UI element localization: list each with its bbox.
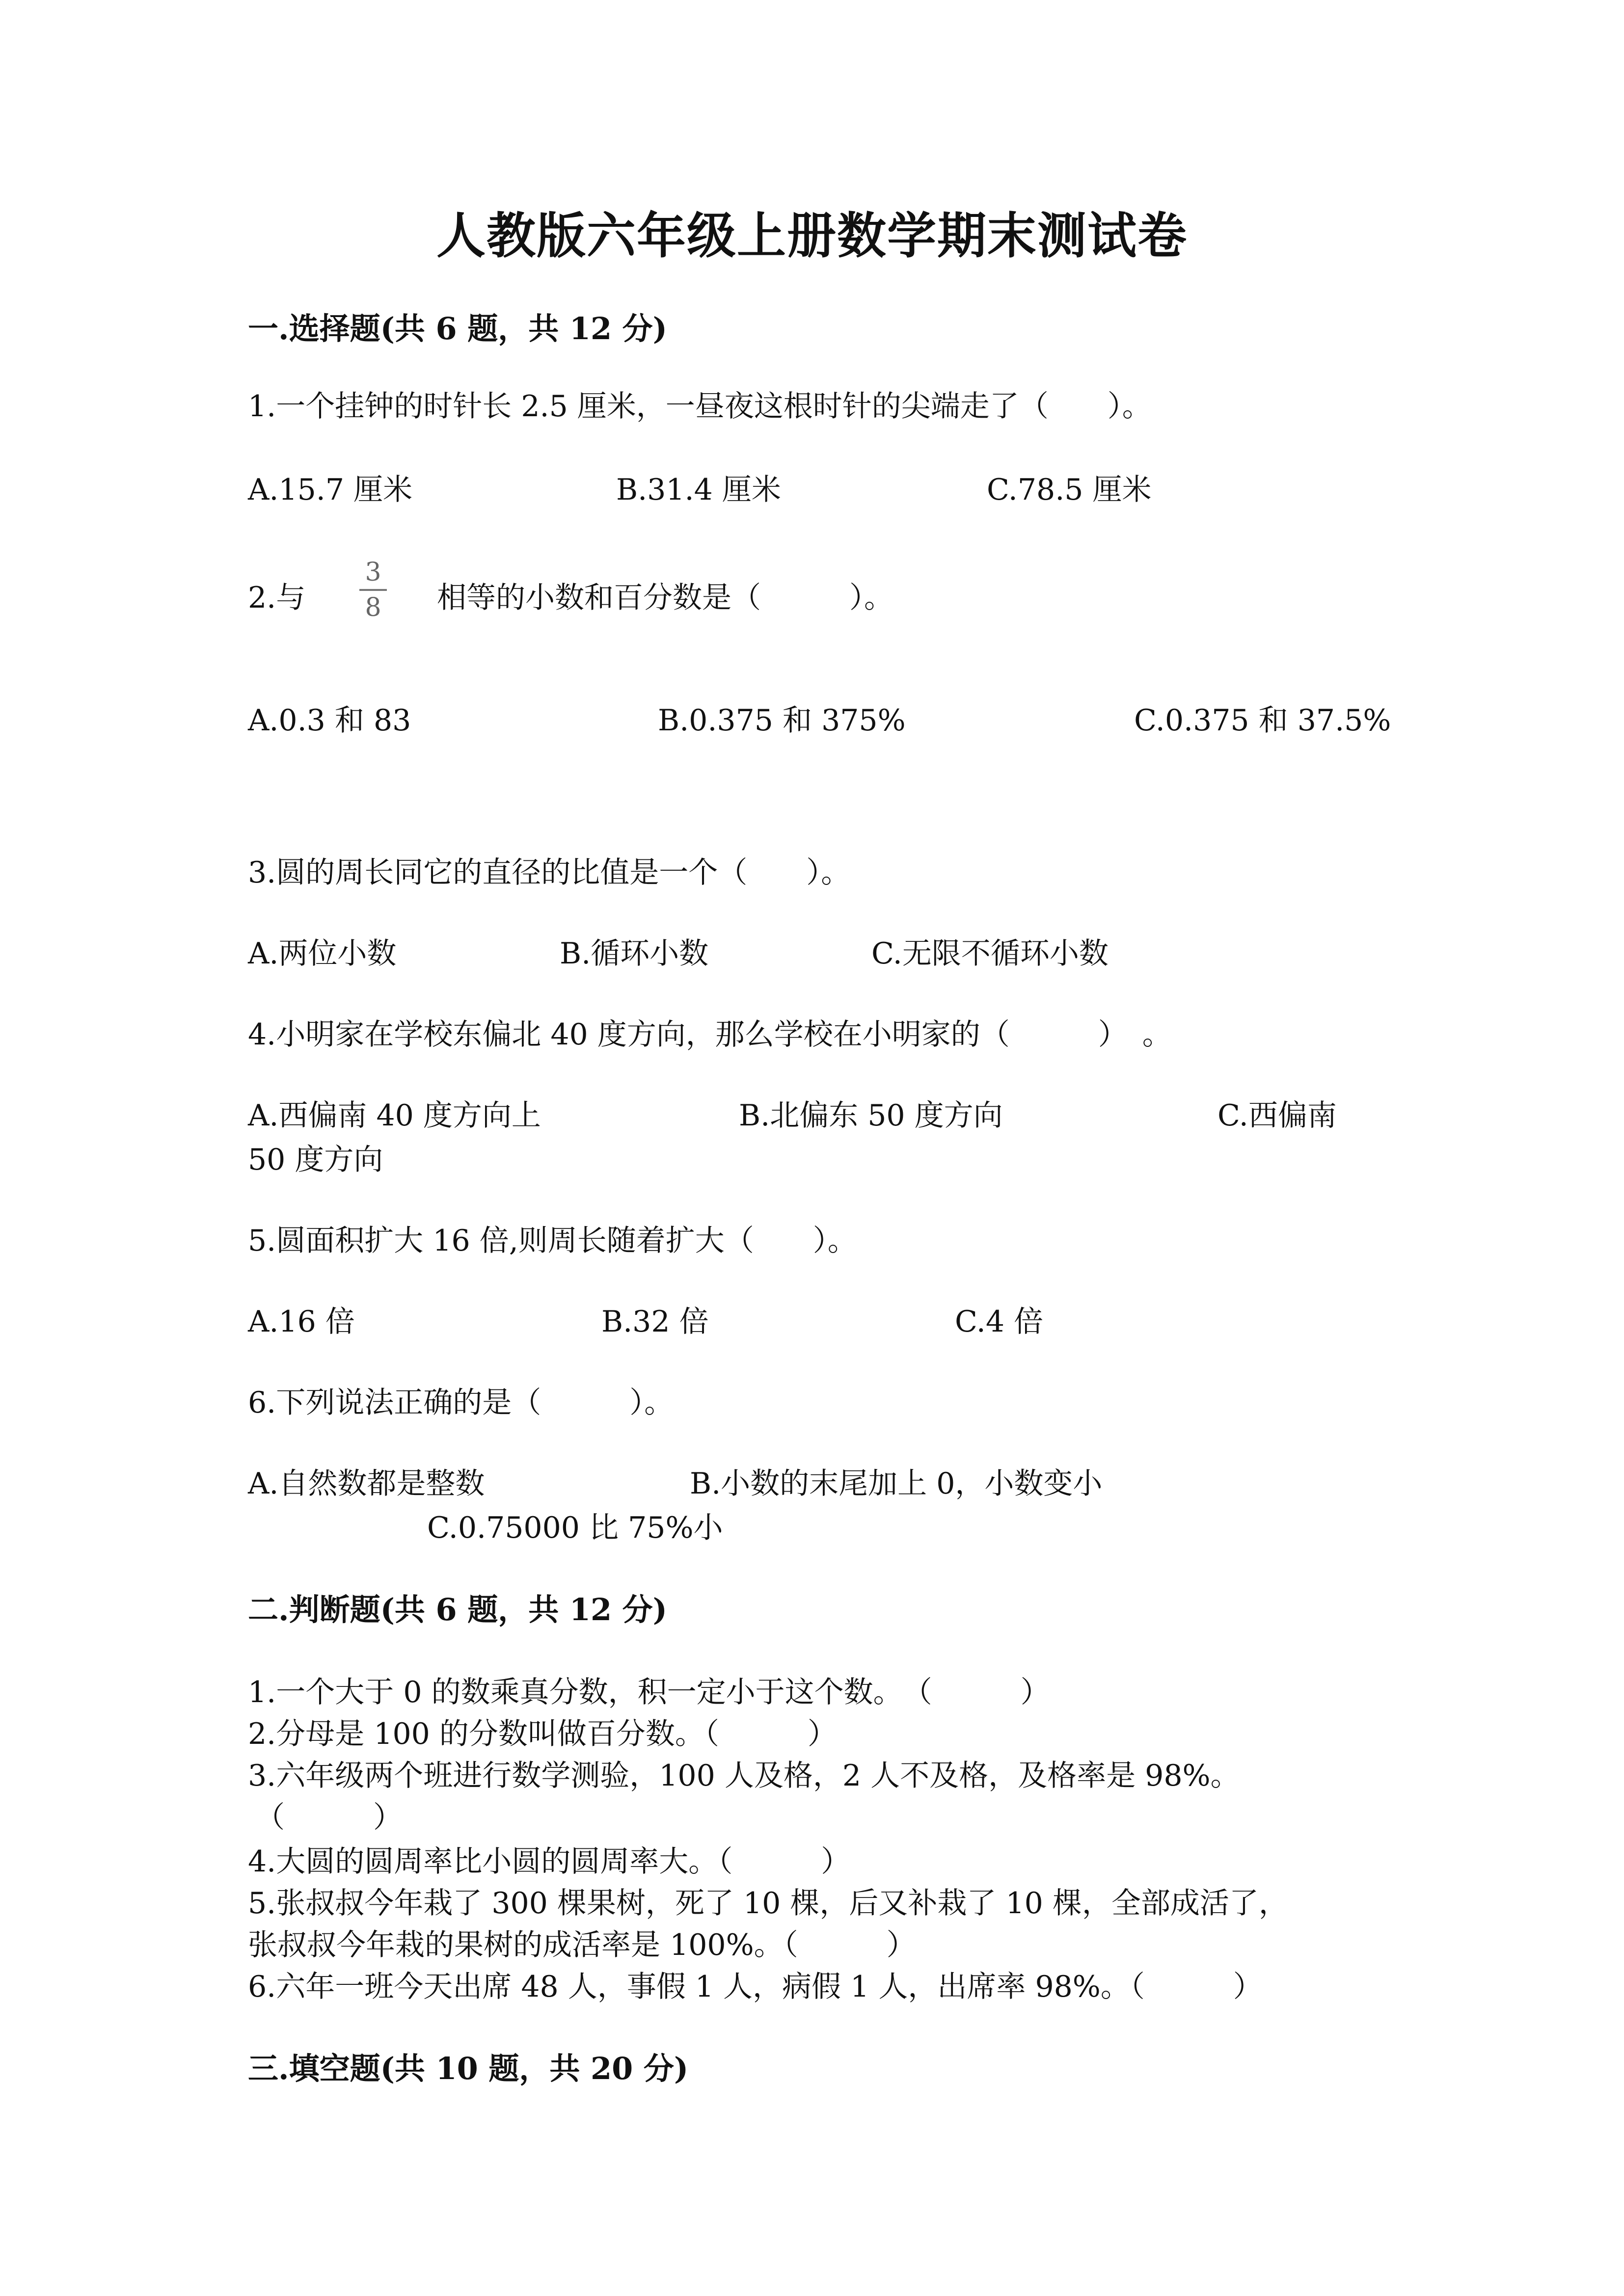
- question-6-option-a: A.自然数都是整数: [248, 1467, 485, 1501]
- judge-item-3-bracket: （ ）: [255, 1800, 403, 1835]
- question-5-stem: 5.圆面积扩大 16 倍,则周长随着扩大（ ）。: [248, 1224, 857, 1258]
- question-1-stem: 1.一个挂钟的时针长 2.5 厘米，一昼夜这根时针的尖端走了（ ）。: [248, 389, 1152, 424]
- question-4-stem: 4.小明家在学校东偏北 40 度方向，那么学校在小明家的（ ） 。: [248, 1017, 1172, 1052]
- question-6-stem: 6.下列说法正确的是（ ）。: [248, 1386, 674, 1420]
- question-5-option-a: A.16 倍: [248, 1305, 355, 1339]
- question-4-option-c-continued: 50 度方向: [248, 1143, 383, 1177]
- question-4-option-b: B.北偏东 50 度方向: [739, 1098, 1003, 1133]
- section-heading-judgement: 二.判断题(共 6 题，共 12 分): [248, 1592, 668, 1628]
- question-6-option-b: B.小数的末尾加上 0，小数变小: [690, 1467, 1103, 1501]
- question-5-option-b: B.32 倍: [601, 1305, 709, 1339]
- fraction-three-eighths: [358, 560, 388, 620]
- section-heading-fill-blank: 三.填空题(共 10 题，共 20 分): [248, 2051, 689, 2086]
- judge-item-3: 3.六年级两个班进行数学测验，100 人及格，2 人不及格，及格率是 98%。: [248, 1759, 1240, 1793]
- question-2-suffix: 相等的小数和百分数是（ ）。: [437, 581, 893, 615]
- page-title: 人教版六年级上册数学期末测试卷: [436, 207, 1188, 265]
- question-2-option-b: B.0.375 和 375%: [658, 703, 906, 738]
- question-1-option-b: B.31.4 厘米: [616, 473, 781, 507]
- question-3-option-a: A.两位小数: [248, 936, 397, 971]
- judge-item-2: 2.分母是 100 的分数叫做百分数。（ ）: [248, 1717, 837, 1751]
- judge-item-6: 6.六年一班今天出席 48 人，事假 1 人，病假 1 人，出席率 98%。（ ）: [248, 1970, 1263, 2004]
- question-4-option-c: C.西偏南: [1218, 1098, 1337, 1133]
- question-1-option-a: A.15.7 厘米: [248, 473, 413, 507]
- question-1-option-c: C.78.5 厘米: [987, 473, 1152, 507]
- judge-item-5-continued: 张叔叔今年栽的果树的成活率是 100%。（ ）: [248, 1928, 916, 1962]
- question-3-option-b: B.循环小数: [560, 936, 709, 971]
- judge-item-4: 4.大圆的圆周率比小圆的圆周率大。（ ）: [248, 1844, 851, 1879]
- fraction-denominator: 8: [365, 593, 381, 622]
- judge-item-1: 1.一个大于 0 的数乘真分数，积一定小于这个数。 （ ）: [248, 1675, 1050, 1709]
- question-2-option-a: A.0.3 和 83: [248, 703, 411, 738]
- question-2-option-c: C.0.375 和 37.5%: [1134, 703, 1391, 738]
- question-2-prefix: 2.与: [248, 581, 306, 615]
- question-5-option-c: C.4 倍: [955, 1305, 1044, 1339]
- fraction-bar: [359, 589, 387, 591]
- question-4-option-a: A.西偏南 40 度方向上: [248, 1098, 541, 1133]
- question-6-option-c: C.0.75000 比 75%小: [427, 1511, 723, 1545]
- section-heading-choice: 一.选择题(共 6 题，共 12 分): [248, 311, 668, 347]
- judge-item-5: 5.张叔叔今年栽了 300 棵果树，死了 10 棵，后又补栽了 10 棵，全部成活了，: [248, 1886, 1288, 1921]
- question-3-option-c: C.无限不循环小数: [871, 936, 1109, 971]
- question-3-stem: 3.圆的周长同它的直径的比值是一个（ ）。: [248, 855, 851, 890]
- fraction-numerator: 3: [365, 558, 381, 587]
